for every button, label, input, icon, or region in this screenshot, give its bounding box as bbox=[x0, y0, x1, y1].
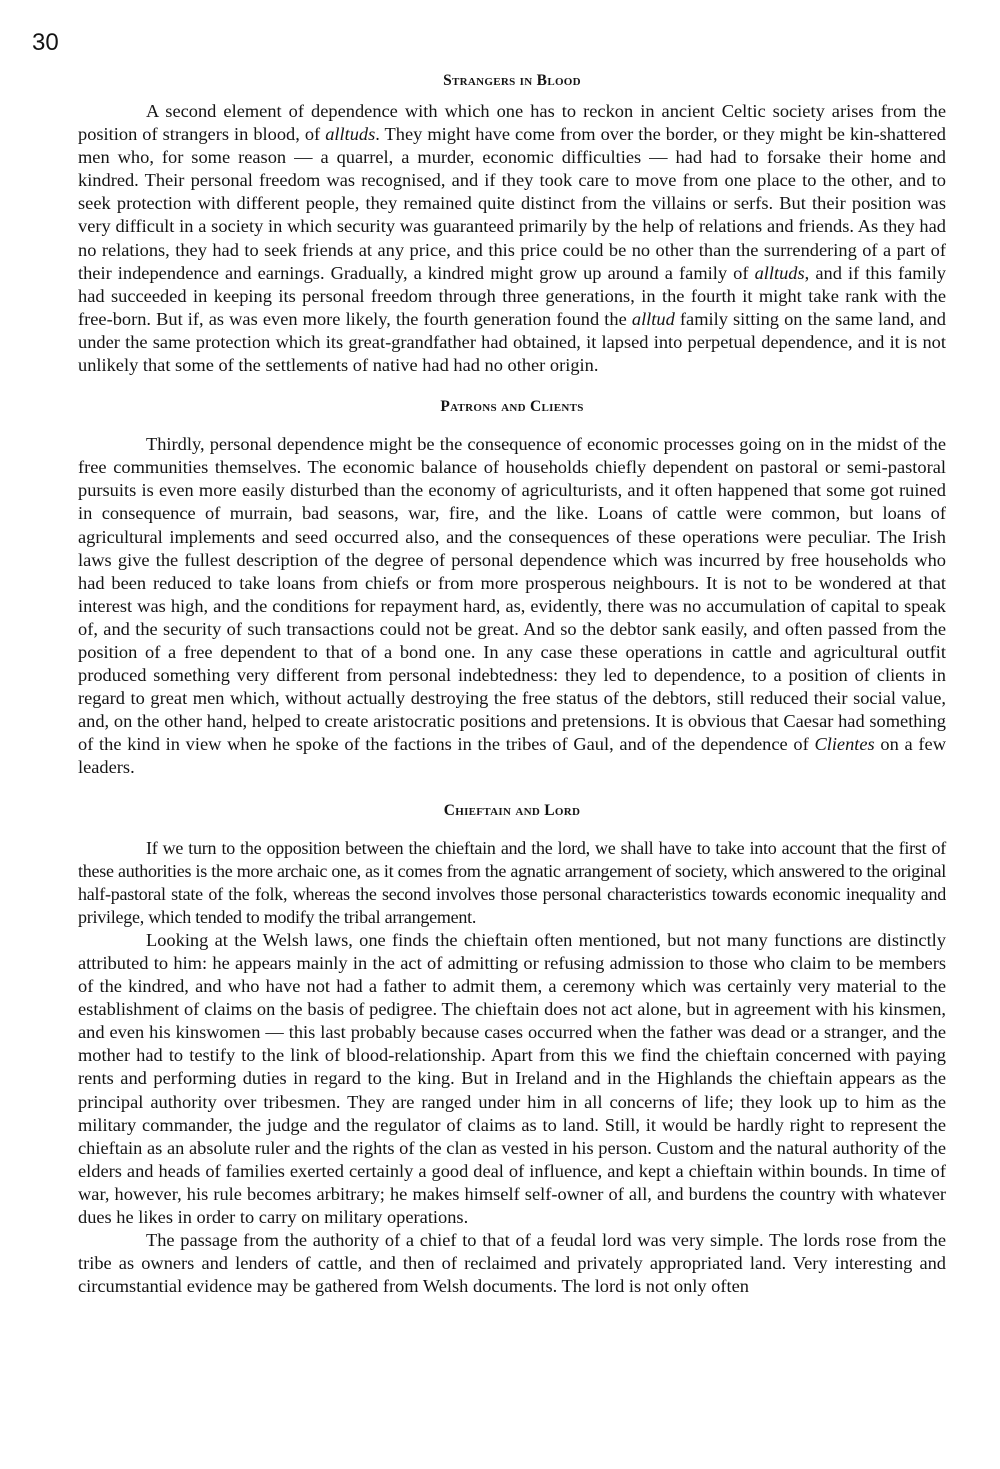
paragraph: A second element of dependence with which one has to reckon in ancient Celtic society arises from the position of strangers in blood, of alltuds. They might have come from over the border, or they might be kin-shattered men who, for some reason — a quarrel, a murder, economic difficulties — had had to forsake their home and kindred. Their personal freedom was recognised, and if they took care to move from one place to the other, and to seek protection with different people, they remained quite distinct from the villains or serfs. But their position was very difficult in a society in which security was guaranteed primarily by the help of relations and friends. As they had no relations, they had to seek friends at any price, and this price could be no other than the surrendering of a part of their independence and earnings. Gradually, a kindred might grow up around a family of alltuds, and if this family had succeeded in keeping its personal freedom through three generations, in the fourth it might take rank with the free-born. But if, as was even more likely, the fourth generation found the alltud family sitting on the same land, and under the same protection which its great-grandfather had obtained, it lapsed into perpetual dependence, and it is not unlikely that some of the settlements of native had had no other origin. bbox=[78, 101, 946, 376]
section-chieftain-and-lord bbox=[78, 793, 946, 1299]
section-heading: Patrons and Clients bbox=[440, 398, 584, 416]
section-heading: Chieftain and Lord bbox=[443, 801, 581, 819]
page-body bbox=[78, 62, 946, 1298]
paragraph: Thirdly, personal dependence might be the consequence of economic processes going on in the midst of the free communities themselves. The economic balance of households chiefly dependent on pastoral or semi-pastoral pursuits is even more easily disturbed than the economy of agriculturists, and it often happened that some got ruined in consequence of murrain, bad seasons, war, fire, and the like. Loans of cattle were common, but loans of agricultural implements and seed occurred also, and the consequences of these operations were peculiar. The Irish laws give the fullest description of the degree of personal dependence which was incurred by free households who had been reduced to take loans from chiefs or from more prosperous neighbours. It is not to be wondered at that interest was high, and the conditions for repayment hard, as, evidently, there was no accumulation of capital to speak of, and the security of such transactions could not be great. And so the debtor sank easily, and often passed from the position of a free dependent to that of a bond one. In any case these operations in cattle and agricultural outfit produced something very different from personal indebtedness: they led to dependence, to a position of clients in regard to great men which, without actually destroying the free status of the debtors, still reduced their social value, and, on the other hand, helped to create aristocratic positions and pretensions. It is obvious that Caesar had something of the kind in view when he spoke of the factions in the tribes of Gaul, and of the dependence of Clientes on a few leaders. bbox=[78, 434, 946, 778]
section-strangers-in-blood bbox=[78, 66, 946, 377]
page-number: 30 bbox=[32, 29, 59, 56]
paragraph: Looking at the Welsh laws, one finds the chieftain often mentioned, but not many functions are distinctly attributed to him: he appears mainly in the act of admitting or refusing admission to those who claim to be members of the kindred, and who have not had a father to admit them, a ceremony which was certainly very material to the establishment of claims on the basis of pedigree. The chieftain does not act alone, but in agreement with his kinsmen, and even his kinswomen — this last probably because cases occurred when the father was dead or a stranger, and the mother had to testify to the link of blood-relationship. Apart from this we find the chieftain concerned with paying rents and performing duties in regard to the king. But in Ireland and in the Highlands the chieftain appears as the principal authority over tribesmen. They are ranged under him in all concerns of life; they look up to him as the military commander, the judge and the regulator of claims as to land. Still, it would be hardly right to represent the chieftain as an absolute ruler and the rights of the clan as vested in his person. Custom and the natural authority of the elders and heads of families exerted certainly a good deal of influence, and kept a chieftain within bounds. In time of war, however, his rule becomes arbitrary; he makes himself self-owner of all, and burdens the country with whatever dues he likes in order to carry on military operations. bbox=[78, 929, 946, 1228]
section-heading: Strangers in Blood bbox=[443, 72, 581, 89]
paragraph: The passage from the authority of a chief to that of a feudal lord was very simple. The lords rose from the tribe as owners and lenders of cattle, and then of reclaimed and privately appropriated land. Very interesting and circumstantial evidence may be gathered from Welsh documents. The lord is not only often bbox=[78, 1230, 946, 1297]
section-patrons-and-clients bbox=[78, 390, 946, 779]
paragraph: If we turn to the opposition between the chieftain and the lord, we shall have to take into account that the first of these authorities is the more archaic one, as it comes from the agnatic arrangement of society, which answered to the original half-pastoral state of the folk, whereas the second involves those personal characteristics towards economic inequality and privilege, which tended to modify the tribal arrangement. bbox=[78, 837, 947, 927]
